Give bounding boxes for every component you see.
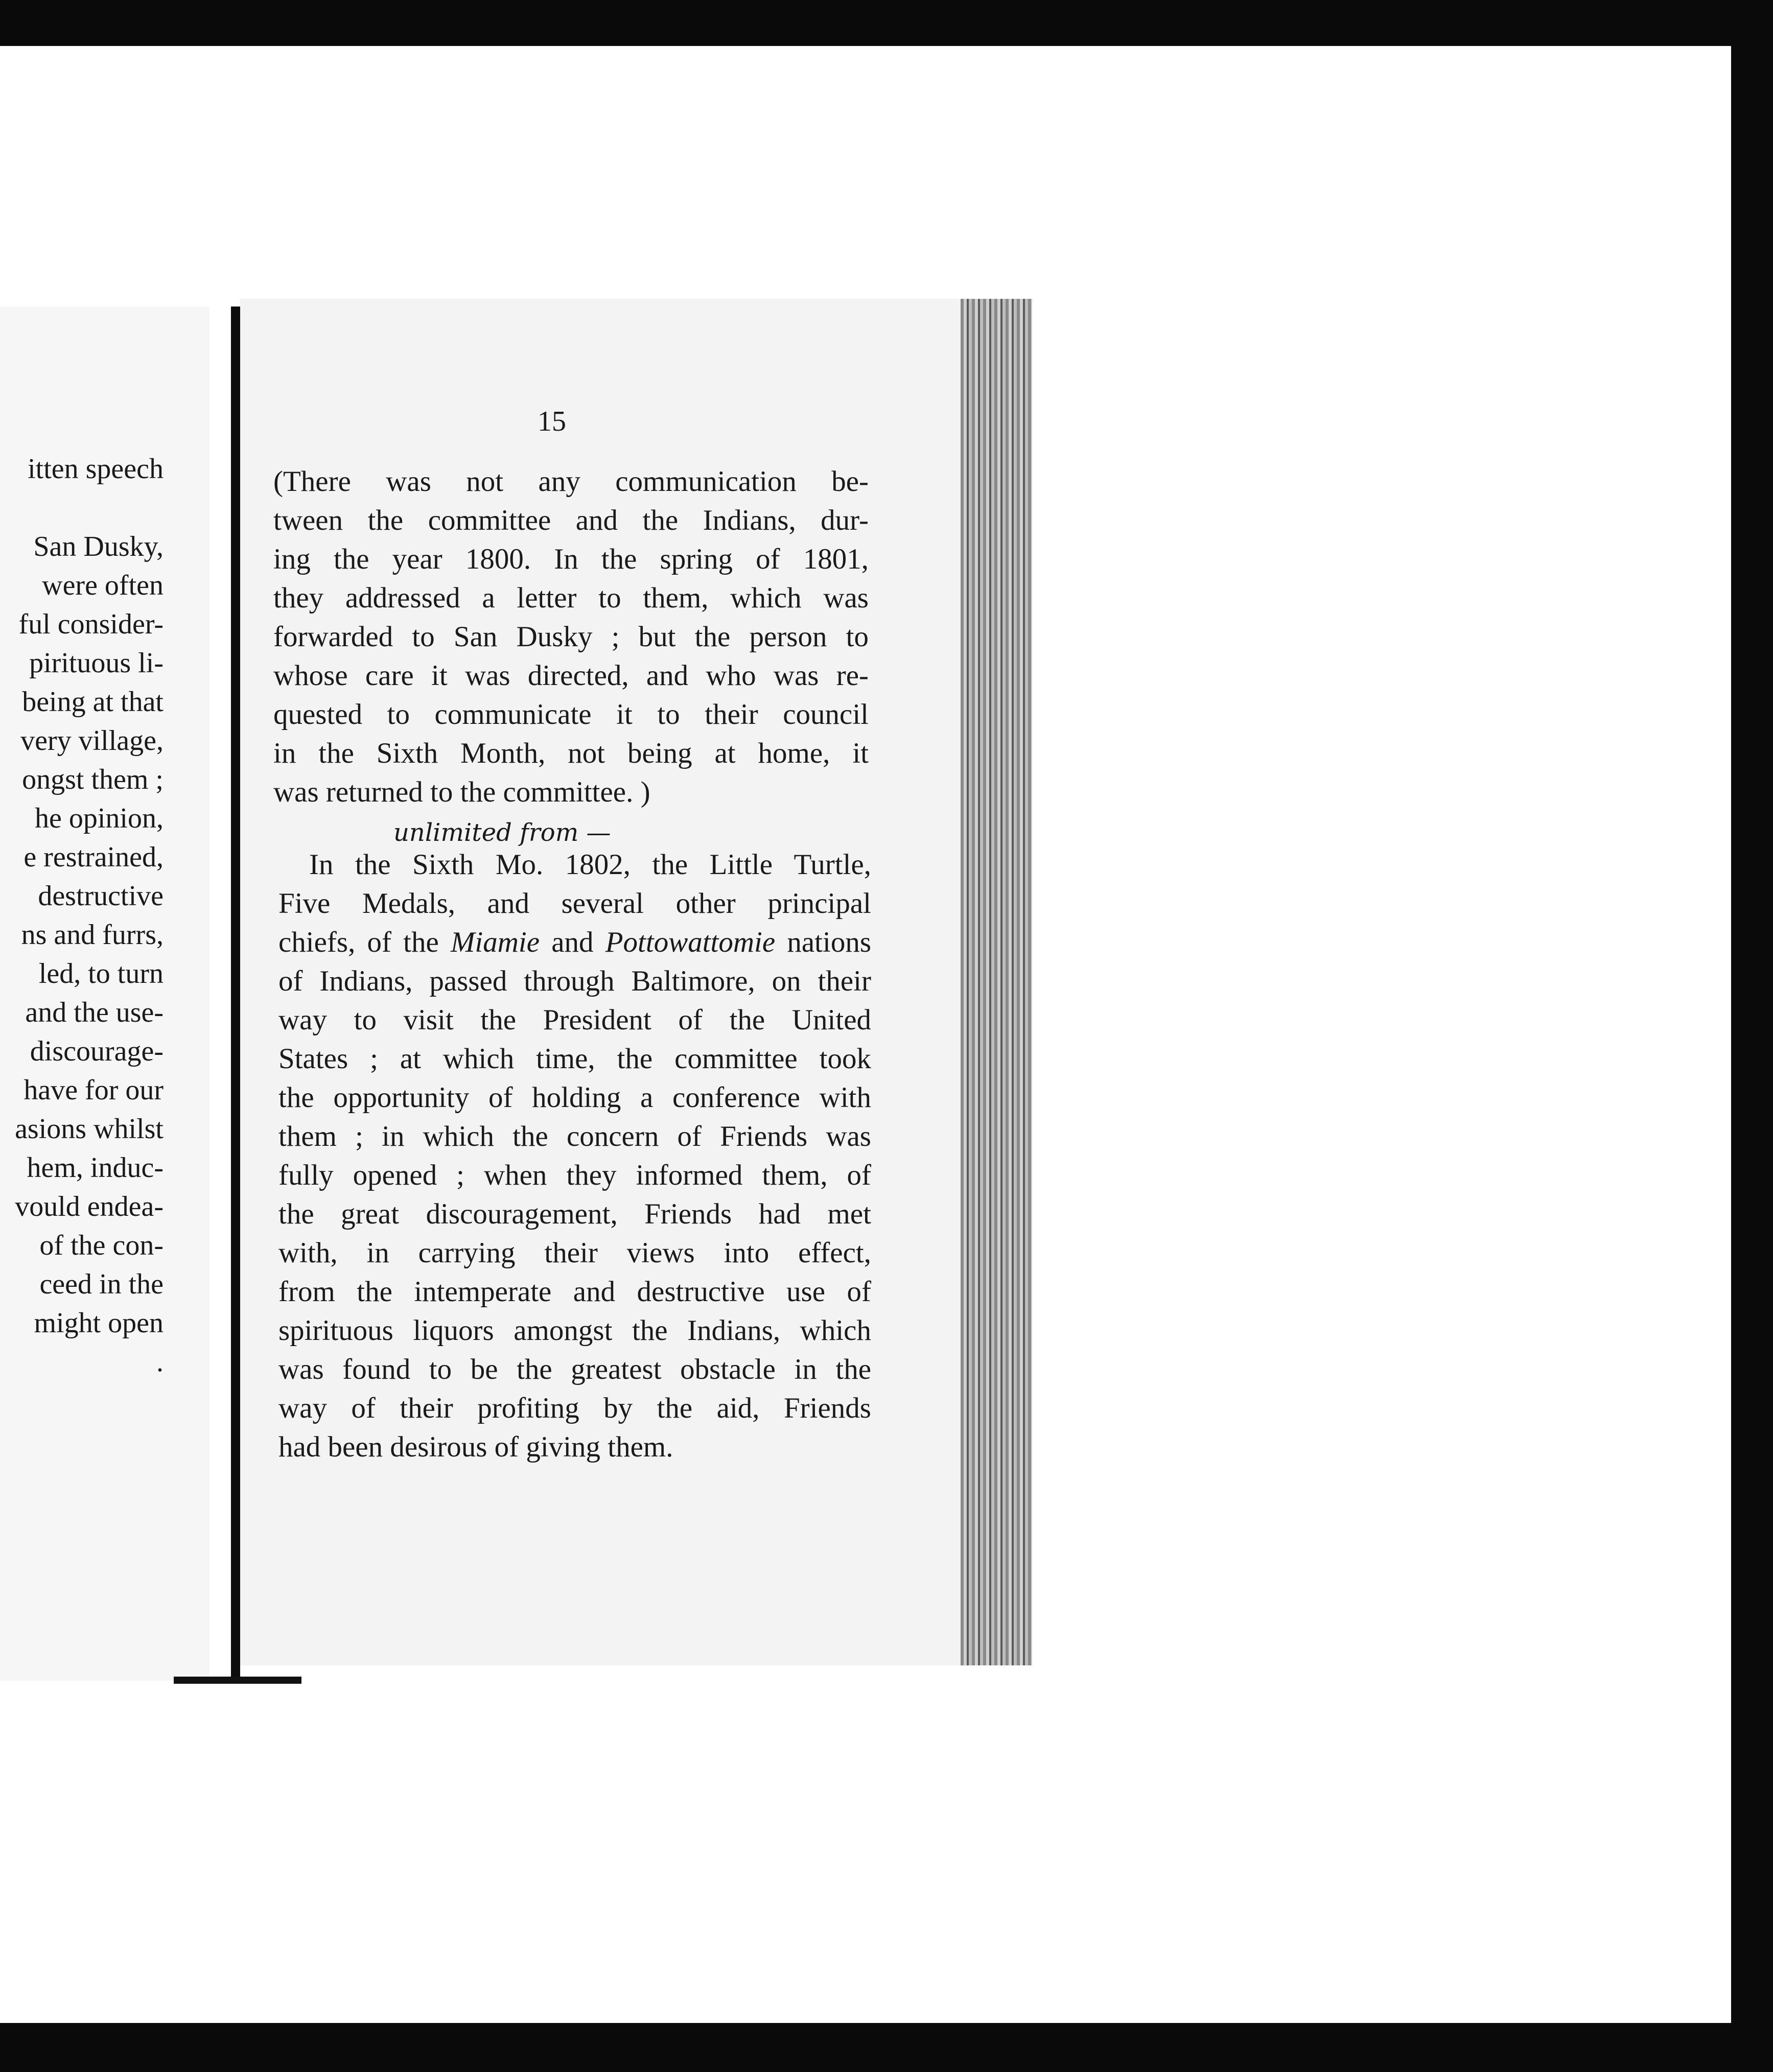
left-line: .	[156, 1346, 164, 1378]
text-line	[278, 923, 871, 962]
left-line: vould endea-	[15, 1191, 164, 1222]
page-number: 15	[538, 406, 566, 437]
left-line: destructive	[38, 880, 164, 912]
text-line: them ; in which the concern of Friends was	[278, 1120, 871, 1152]
gutter-base	[174, 1677, 301, 1684]
left-line: very village,	[20, 725, 164, 757]
text-line: fully opened ; when they informed them, of	[278, 1159, 871, 1191]
text-line: forwarded to San Dusky ; but the person to	[273, 621, 869, 653]
book-gutter	[231, 307, 240, 1681]
text-line: way of their profiting by the aid, Friends	[278, 1392, 871, 1424]
left-line: led, to turn	[38, 958, 164, 990]
left-line: have for our	[24, 1074, 164, 1106]
left-line	[0, 488, 164, 527]
text-line: was returned to the committee. )	[273, 776, 650, 808]
left-page-text	[0, 450, 164, 1381]
text-line: tween the committee and the Indians, dur-	[273, 504, 869, 536]
text-line: ing the year 1800. In the spring of 1801,	[273, 543, 869, 575]
left-line: he opinion,	[35, 803, 164, 834]
left-line: hem, induc-	[27, 1152, 164, 1184]
text-line	[278, 845, 871, 884]
line-text: chiefs, of the	[278, 926, 451, 958]
text-line: spirituous liquors amongst the Indians, which	[278, 1314, 871, 1347]
page-edges	[961, 299, 1032, 1665]
text-line: they addressed a letter to them, which was	[273, 582, 869, 614]
left-line: discourage-	[30, 1035, 164, 1067]
text-line: from the intemperate and destructive use of	[278, 1276, 871, 1308]
left-line: ful consider-	[18, 608, 164, 640]
left-line: e restrained,	[24, 841, 164, 873]
text-line: Five Medals, and several other principal	[278, 887, 871, 920]
left-line: ns and furrs,	[21, 919, 164, 951]
left-line: pirituous li-	[29, 647, 164, 679]
scan-border-right	[1731, 0, 1773, 2072]
line-text: In the Sixth Mo. 1802, the Little Turtle,	[309, 849, 871, 881]
text-line: with, in carrying their views into effect,	[278, 1237, 871, 1269]
left-line: were often	[42, 570, 164, 601]
left-page	[0, 307, 209, 1681]
italic-name: Pottowattomie	[605, 926, 776, 958]
italic-name: Miamie	[450, 926, 540, 958]
text-line: whose care it was directed, and who was re-	[273, 660, 869, 692]
handwritten-annotation: unlimited from —	[393, 818, 611, 847]
text-line: was found to be the greatest obstacle in the	[278, 1353, 871, 1385]
text-line: quested to communicate it to their council	[273, 698, 869, 731]
text-line: the great discouragement, Friends had met	[278, 1198, 871, 1230]
left-line: and the use-	[25, 997, 164, 1028]
left-line: San Dusky,	[33, 531, 164, 562]
left-line: of the con-	[39, 1230, 164, 1261]
paragraph-1	[273, 462, 869, 812]
line-text: and	[540, 926, 605, 958]
text-line: States ; at which time, the committee took	[278, 1043, 871, 1075]
text-line: the opportunity of holding a conference with	[278, 1081, 871, 1114]
line-text: nations	[775, 926, 872, 958]
text-line: had been desirous of giving them.	[278, 1431, 673, 1463]
left-line: itten speech	[28, 453, 164, 485]
text-line: in the Sixth Month, not being at home, it	[273, 737, 869, 769]
scan-border-top	[0, 0, 1773, 46]
left-line: ongst them ;	[22, 764, 164, 795]
left-line: asions whilst	[15, 1113, 164, 1145]
text-line: way to visit the President of the United	[278, 1004, 871, 1036]
left-line: being at that	[22, 686, 164, 718]
scan-border-bottom	[0, 2023, 1773, 2072]
left-line: ceed in the	[39, 1268, 164, 1300]
left-line: might open	[34, 1307, 164, 1339]
text-line: of Indians, passed through Baltimore, on their	[278, 965, 871, 997]
paragraph-2	[278, 845, 871, 1467]
text-line: (There was not any communication be-	[273, 465, 869, 498]
